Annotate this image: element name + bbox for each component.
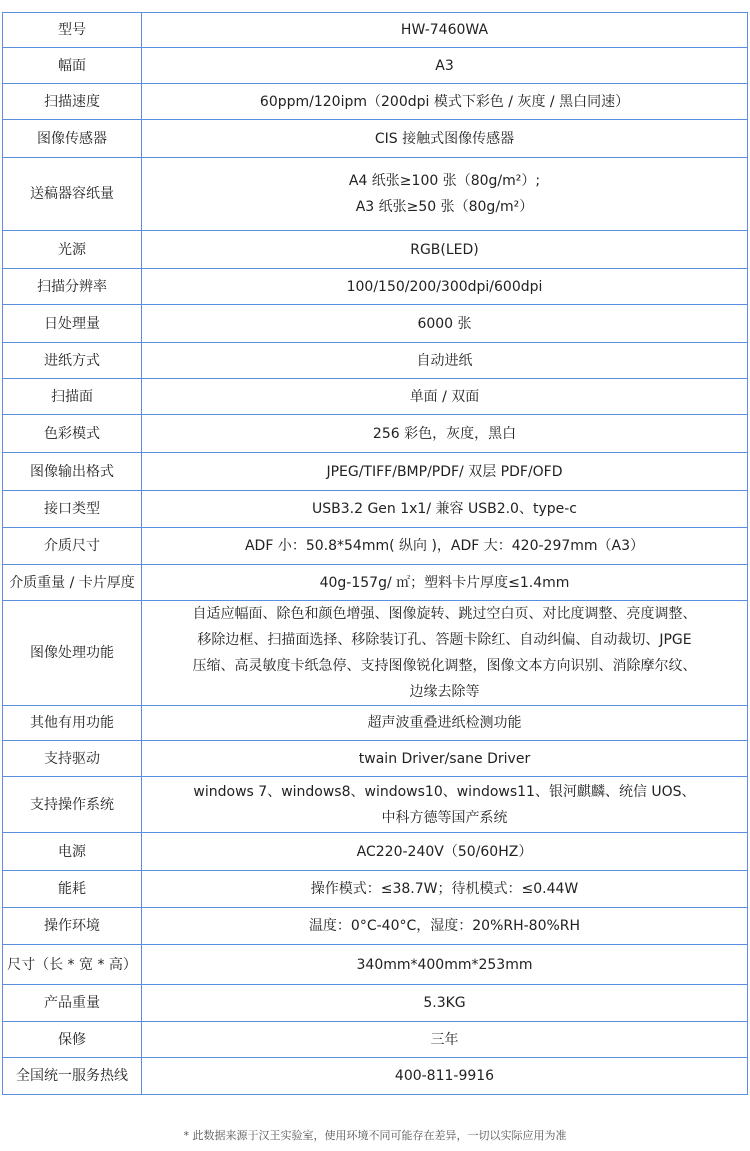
spec-row bbox=[3, 833, 748, 871]
spec-value-line: ADF 小：50.8*54mm( 纵向 )，ADF 大：420-297mm（A3） bbox=[244, 538, 645, 554]
spec-row bbox=[3, 343, 748, 379]
spec-row bbox=[3, 158, 748, 231]
spec-value bbox=[142, 13, 748, 48]
spec-row bbox=[3, 13, 748, 48]
spec-label: 扫描速度 bbox=[3, 84, 142, 120]
spec-value-line: 自动进纸 bbox=[416, 352, 473, 369]
spec-label: 扫描面 bbox=[3, 379, 142, 415]
spec-value bbox=[142, 343, 748, 379]
spec-label: 图像处理功能 bbox=[3, 601, 142, 706]
spec-value-line: 超声波重叠进纸检测功能 bbox=[367, 715, 522, 731]
spec-value-line: 压缩、高灵敏度卡纸急停、支持图像锐化调整，图像文本方向识别、消除摩尔纹、 bbox=[192, 658, 697, 674]
spec-label: 幅面 bbox=[3, 48, 142, 84]
spec-value-line: twain Driver/sane Driver bbox=[358, 750, 531, 767]
spec-row bbox=[3, 305, 748, 343]
spec-value-line: 自适应幅面、除色和颜色增强、图像旋转、跳过空白页、对比度调整、亮度调整、 bbox=[192, 606, 697, 622]
spec-value bbox=[142, 528, 748, 565]
spec-row bbox=[3, 985, 748, 1022]
spec-label: 尺寸（长 * 宽 * 高） bbox=[3, 945, 142, 985]
spec-table-body bbox=[3, 13, 748, 1095]
spec-value bbox=[142, 491, 748, 528]
spec-value bbox=[142, 601, 748, 706]
spec-value bbox=[142, 706, 748, 741]
spec-value bbox=[142, 985, 748, 1022]
spec-value-line: 6000 张 bbox=[417, 315, 472, 332]
spec-label: 光源 bbox=[3, 231, 142, 269]
spec-label: 送稿器容纸量 bbox=[3, 158, 142, 231]
spec-value bbox=[142, 379, 748, 415]
spec-value bbox=[142, 565, 748, 601]
spec-label: 产品重量 bbox=[3, 985, 142, 1022]
spec-label: 支持操作系统 bbox=[3, 777, 142, 833]
spec-value bbox=[142, 158, 748, 231]
spec-value-line: 100/150/200/300dpi/600dpi bbox=[346, 278, 543, 295]
spec-value bbox=[142, 777, 748, 833]
spec-row bbox=[3, 453, 748, 491]
spec-label: 日处理量 bbox=[3, 305, 142, 343]
spec-label: 图像输出格式 bbox=[3, 453, 142, 491]
spec-label: 支持驱动 bbox=[3, 741, 142, 777]
spec-value-line: USB3.2 Gen 1x1/ 兼容 USB2.0、type-c bbox=[312, 501, 577, 517]
spec-value-line: windows 7、windows8、windows10、windows11、银河麒麟、统信 UOS、 bbox=[193, 783, 696, 800]
spec-row bbox=[3, 601, 748, 706]
spec-row bbox=[3, 48, 748, 84]
spec-label: 操作环境 bbox=[3, 908, 142, 945]
spec-row bbox=[3, 706, 748, 741]
spec-value-line: 5.3KG bbox=[423, 995, 466, 1011]
spec-value-line: 操作模式：≤38.7W；待机模式：≤0.44W bbox=[310, 881, 579, 897]
spec-value bbox=[142, 908, 748, 945]
spec-label: 介质尺寸 bbox=[3, 528, 142, 565]
spec-label: 型号 bbox=[3, 13, 142, 48]
spec-value-line: RGB(LED) bbox=[410, 241, 479, 258]
footnote: * 此数据来源于汉王实验室，使用环境不同可能存在差异，一切以实际应用为准 bbox=[183, 1129, 567, 1142]
spec-value bbox=[142, 269, 748, 305]
spec-value-line: 温度：0°C-40°C，湿度：20%RH-80%RH bbox=[308, 918, 581, 934]
spec-row bbox=[3, 379, 748, 415]
spec-value-line: 三年 bbox=[430, 1031, 459, 1048]
spec-value bbox=[142, 1022, 748, 1058]
spec-value-line: 边缘去除等 bbox=[409, 684, 480, 700]
spec-value bbox=[142, 453, 748, 491]
spec-row bbox=[3, 1058, 748, 1095]
spec-row bbox=[3, 269, 748, 305]
spec-row bbox=[3, 231, 748, 269]
spec-row bbox=[3, 777, 748, 833]
spec-table bbox=[2, 12, 748, 1095]
spec-row bbox=[3, 1022, 748, 1058]
spec-value-line: 单面 / 双面 bbox=[409, 388, 480, 405]
spec-value bbox=[142, 741, 748, 777]
spec-label: 能耗 bbox=[3, 871, 142, 908]
spec-value-line: A3 bbox=[435, 57, 454, 74]
spec-label: 图像传感器 bbox=[3, 120, 142, 158]
spec-label: 保修 bbox=[3, 1022, 142, 1058]
spec-value-line: HW-7460WA bbox=[400, 22, 489, 38]
spec-label: 接口类型 bbox=[3, 491, 142, 528]
spec-value-line: A3 纸张≥50 张（80g/m²） bbox=[355, 199, 534, 215]
spec-value-line: 400-811-9916 bbox=[394, 1068, 495, 1084]
spec-value-line: 40g-157g/ ㎡；塑料卡片厚度≤1.4mm bbox=[319, 574, 570, 591]
spec-label: 色彩模式 bbox=[3, 415, 142, 453]
spec-value-line: 340mm*400mm*253mm bbox=[356, 956, 533, 973]
spec-value bbox=[142, 48, 748, 84]
spec-value bbox=[142, 84, 748, 120]
spec-value bbox=[142, 415, 748, 453]
spec-value bbox=[142, 305, 748, 343]
spec-row bbox=[3, 84, 748, 120]
spec-label: 全国统一服务热线 bbox=[3, 1058, 142, 1095]
spec-label: 介质重量 / 卡片厚度 bbox=[3, 565, 142, 601]
spec-row bbox=[3, 908, 748, 945]
spec-label: 扫描分辨率 bbox=[3, 269, 142, 305]
spec-row bbox=[3, 491, 748, 528]
spec-value bbox=[142, 945, 748, 985]
spec-value-line: CIS 接触式图像传感器 bbox=[374, 130, 515, 147]
spec-value bbox=[142, 871, 748, 908]
spec-value-line: 移除边框、扫描面选择、移除装订孔、答题卡除红、自动纠偏、自动裁切、JPGE bbox=[197, 632, 692, 648]
spec-row bbox=[3, 565, 748, 601]
spec-row bbox=[3, 945, 748, 985]
spec-row bbox=[3, 741, 748, 777]
spec-value bbox=[142, 1058, 748, 1095]
spec-value-line: JPEG/TIFF/BMP/PDF/ 双层 PDF/OFD bbox=[326, 463, 563, 480]
spec-value-line: 60ppm/120ipm（200dpi 模式下彩色 / 灰度 / 黑白同速） bbox=[259, 93, 630, 110]
spec-row bbox=[3, 415, 748, 453]
spec-value-line: 256 彩色，灰度，黑白 bbox=[372, 425, 517, 442]
spec-row bbox=[3, 528, 748, 565]
spec-value bbox=[142, 833, 748, 871]
spec-value bbox=[142, 120, 748, 158]
spec-label: 其他有用功能 bbox=[3, 706, 142, 741]
spec-value-line: 中科方德等国产系统 bbox=[381, 809, 508, 826]
spec-row bbox=[3, 120, 748, 158]
spec-value-line: AC220-240V（50/60HZ） bbox=[356, 843, 533, 860]
spec-value-line: A4 纸张≥100 张（80g/m²）; bbox=[348, 173, 541, 189]
spec-row bbox=[3, 871, 748, 908]
spec-label: 电源 bbox=[3, 833, 142, 871]
spec-label: 进纸方式 bbox=[3, 343, 142, 379]
spec-value bbox=[142, 231, 748, 269]
